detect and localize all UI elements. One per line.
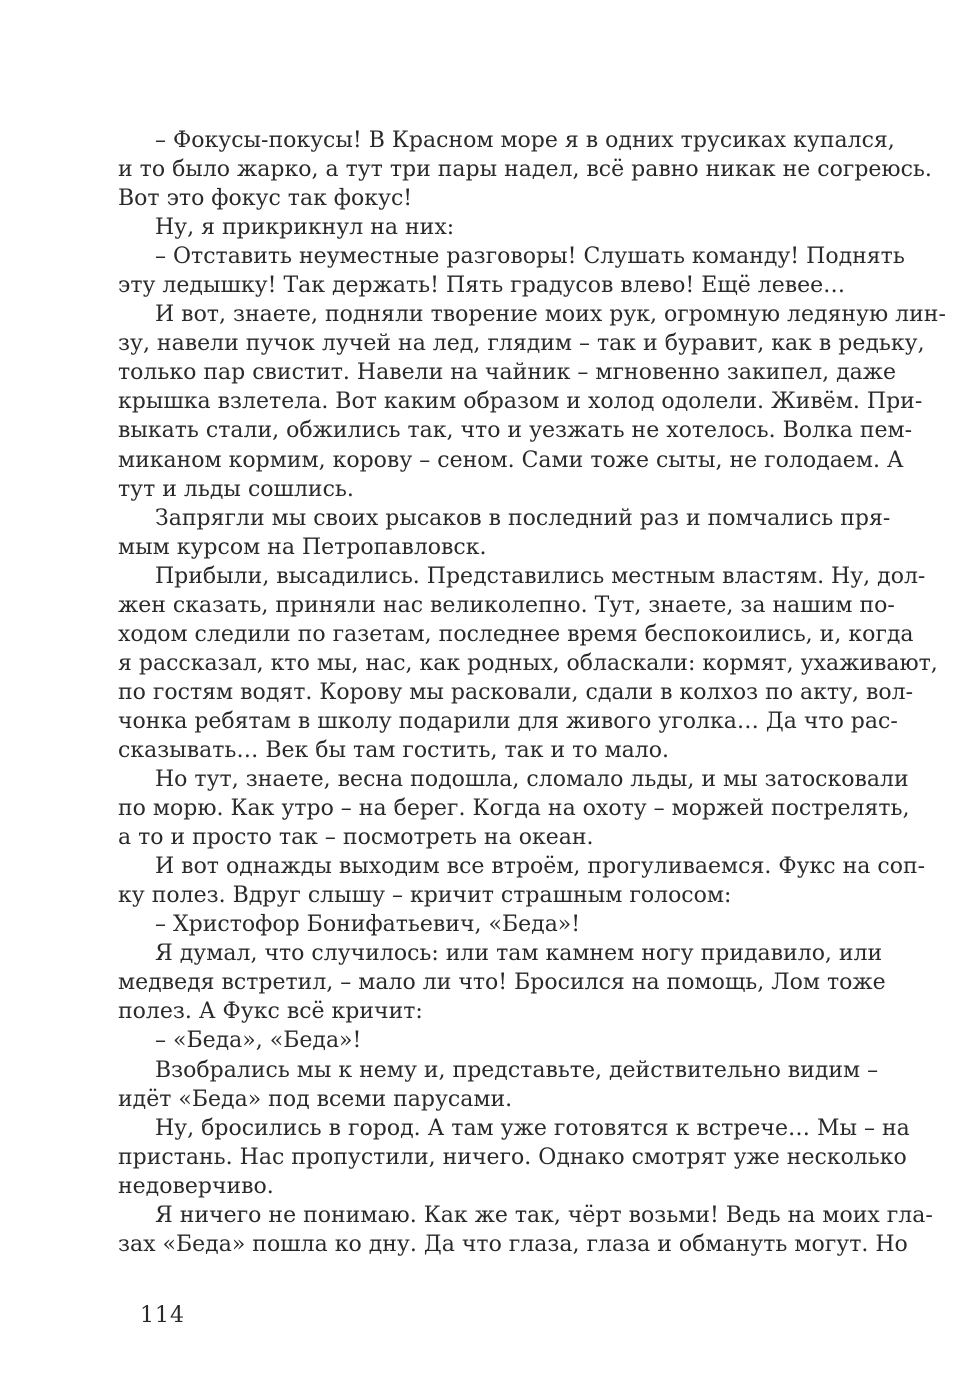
paragraph [118, 939, 886, 1026]
paragraph [118, 126, 932, 213]
paragraph [118, 765, 910, 852]
text-line: Прибыли, высадились. Представились местным властям. Ну, дол- [155, 563, 926, 589]
text-line: ходом следили по газетам, последнее время беспокоились, и, когда [118, 621, 914, 647]
text-line: Запрягли мы своих рысаков в последний раз и помчались пря- [155, 505, 891, 531]
text-line: Я ничего не понимаю. Как же так, чёрт возьми! Ведь на моих гла- [155, 1202, 933, 1228]
paragraph [118, 300, 946, 503]
text-line: эту ледышку! Так держать! Пять градусов влево! Ещё левее… [118, 273, 846, 299]
paragraph [118, 1114, 910, 1201]
text-line: – «Беда», «Беда»! [155, 1028, 362, 1054]
text-line: – Фокусы-покусы! В Красном море я в одних трусиках купался, [155, 128, 895, 153]
paragraph [118, 852, 926, 910]
paragraph [118, 1026, 852, 1055]
text-line: Но тут, знаете, весна подошла, сломало льды, и мы затосковали [155, 767, 909, 793]
text-line: идёт «Беда» под всеми парусами. [118, 1086, 513, 1112]
paragraph [118, 1201, 933, 1259]
text-line: Ну, бросились в город. А там уже готовятся к встрече… Мы – на [155, 1115, 910, 1141]
paragraph [118, 504, 891, 562]
text-line: И вот, знаете, подняли творение моих рук, огромную ледяную лин- [155, 302, 946, 328]
text-line: только пар свистит. Навели на чайник – мгновенно закипел, даже [118, 360, 897, 386]
text-line: по гостям водят. Корову мы расковали, сдали в колхоз по акту, вол- [118, 679, 914, 705]
text-line: Ну, я прикрикнул на них: [155, 215, 455, 241]
text-line: миканом кормим, корову – сеном. Сами тоже сыты, не голодаем. А [118, 447, 904, 473]
text-line: зах «Беда» пошла ко дну. Да что глаза, глаза и обмануть могут. Но [118, 1231, 908, 1257]
text-line: медведя встретил, – мало ли что! Бросился на помощь, Лом тоже [118, 970, 886, 996]
text-line: по морю. Как утро – на берег. Когда на охоту – моржей пострелять, [118, 796, 910, 822]
page-number: 114 [140, 1303, 185, 1328]
text-line: И вот однажды выходим все втроём, прогуливаемся. Фукс на соп- [155, 854, 926, 880]
text-line: а то и просто так – посмотреть на океан. [118, 825, 594, 851]
paragraph [118, 562, 938, 765]
text-line: зу, навели пучок лучей на лед, глядим – так и буравит, как в редьку, [118, 331, 925, 357]
text-line: пристань. Нас пропустили, ничего. Однако смотрят уже несколько [118, 1144, 907, 1170]
text-line: полез. А Фукс всё кричит: [118, 999, 423, 1025]
text-line: – Отставить неуместные разговоры! Слушать команду! Поднять [155, 244, 905, 270]
paragraph [118, 1056, 879, 1114]
text-line: мым курсом на Петропавловск. [118, 534, 487, 560]
text-line: Взобрались мы к нему и, представьте, действительно видим – [155, 1057, 879, 1083]
text-line: ку полез. Вдруг слышу – кричит страшным голосом: [118, 883, 732, 909]
body-text [118, 126, 946, 1259]
text-line: Я думал, что случилось: или там камнем ногу придавило, или [155, 941, 883, 967]
text-line: я рассказал, кто мы, нас, как родных, обласкали: кормят, ухаживают, [118, 650, 938, 676]
text-line: крышка взлетела. Вот каким образом и холод одолели. Живём. При- [118, 389, 923, 415]
paragraph [118, 242, 905, 300]
text-line: – Христофор Бонифатьевич, «Беда»! [155, 912, 581, 938]
paragraph [118, 910, 852, 939]
text-line: недоверчиво. [118, 1173, 274, 1199]
text-line: жен сказать, приняли нас великолепно. Тут, знаете, за нашим по- [118, 592, 895, 618]
text-line: и то было жарко, а тут три пары надел, всё равно никак не согреюсь. [118, 157, 932, 183]
text-line: тут и льды сошлись. [118, 476, 354, 502]
text-line: сказывать… Век бы там гостить, так и то мало. [118, 737, 670, 763]
text-line: Вот это фокус так фокус! [118, 186, 413, 212]
paragraph [118, 213, 852, 242]
text-line: чонка ребятам в школу подарили для живого уголка… Да что рас- [118, 708, 898, 734]
text-line: выкать стали, обжились так, что и уезжать не хотелось. Волка пем- [118, 418, 913, 444]
